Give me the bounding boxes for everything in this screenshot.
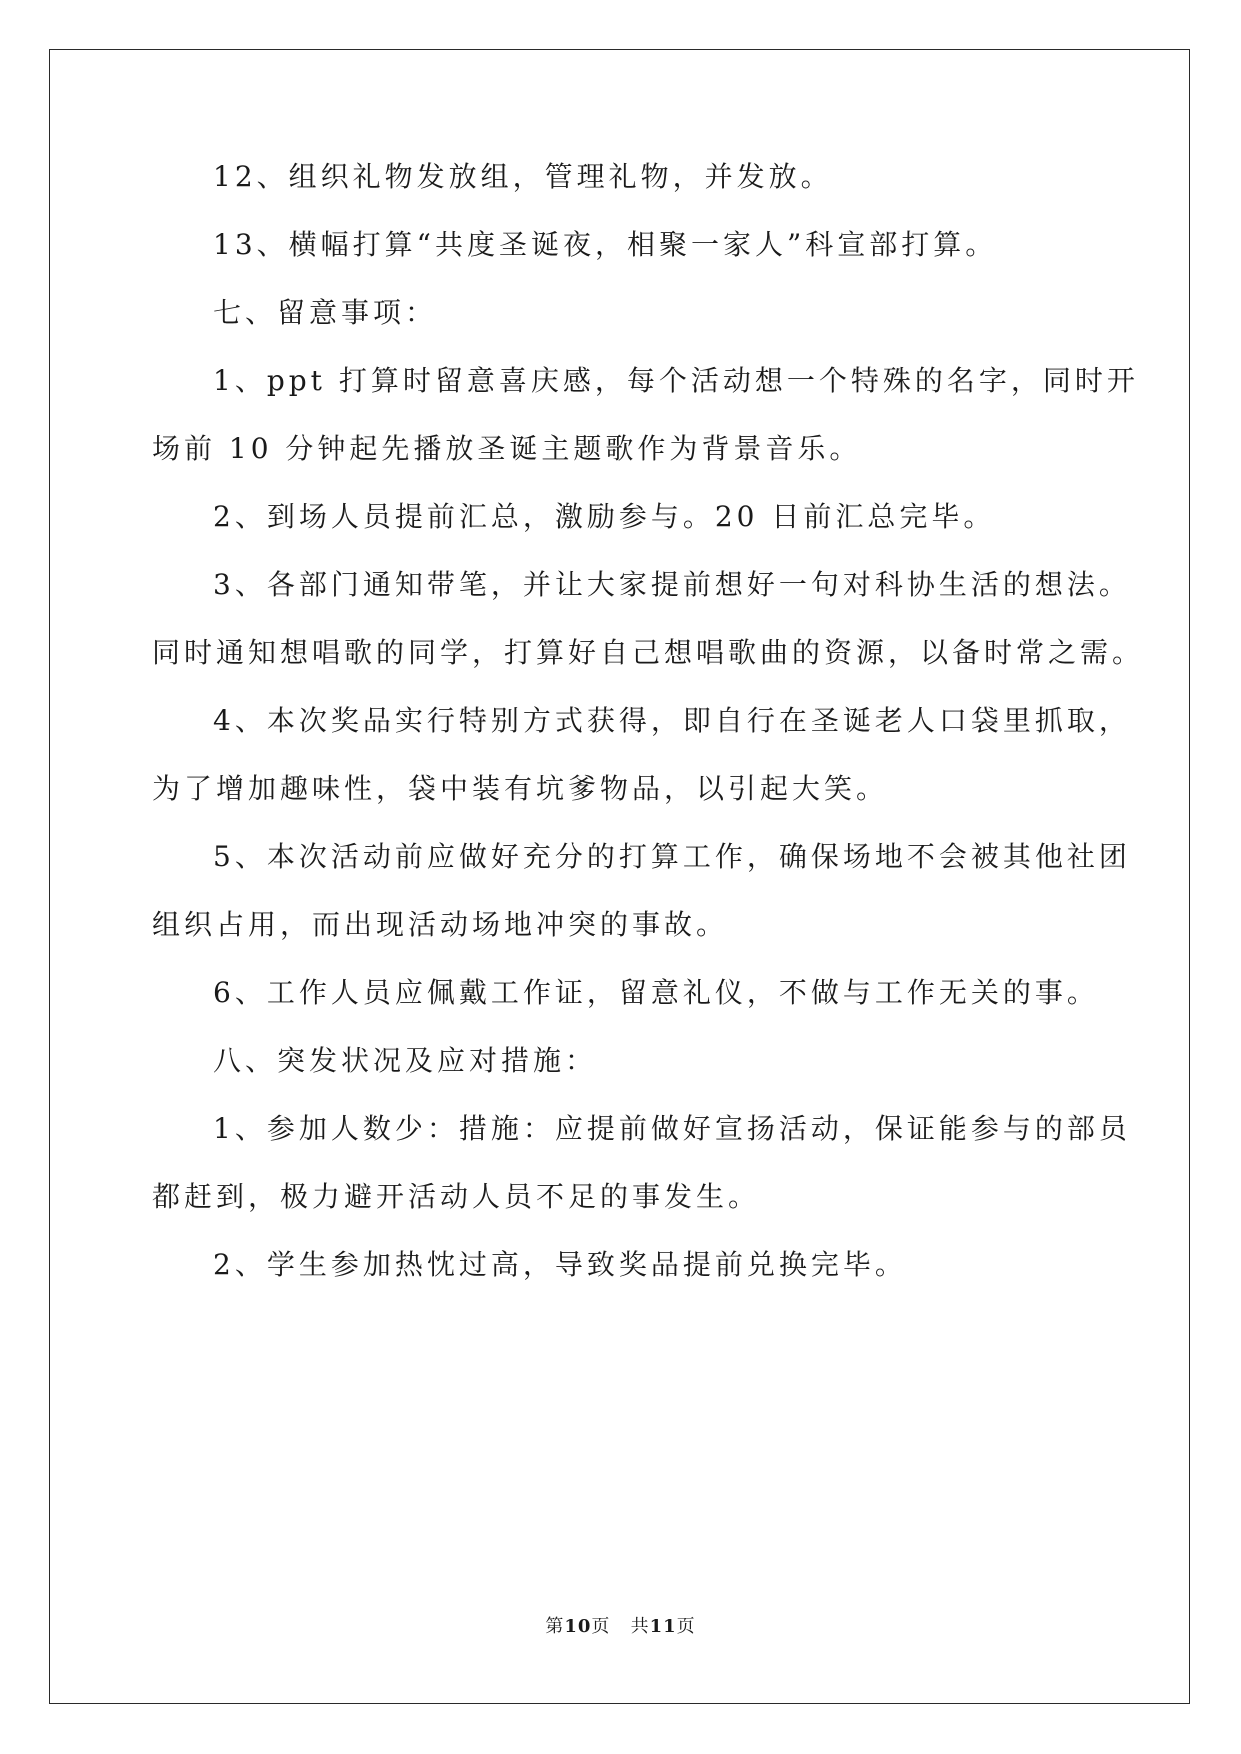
text-line-10: 为了增加趣味性，袋中装有坑爹物品，以引起大笑。 bbox=[152, 772, 889, 805]
footer-prefix: 第 bbox=[545, 1616, 565, 1637]
current-page-number: 10 bbox=[564, 1616, 592, 1637]
text-line-16: 都赶到，极力避开活动人员不足的事发生。 bbox=[152, 1180, 761, 1213]
text-line-5: 场前 10 分钟起先播放圣诞主题歌作为背景音乐。 bbox=[152, 432, 862, 465]
text-line-15: 1、参加人数少：措施：应提前做好宣扬活动，保证能参与的部员 bbox=[213, 1112, 1131, 1145]
text-line-12: 组织占用，而出现活动场地冲突的事故。 bbox=[152, 908, 729, 941]
section-heading-7: 七、留意事项： bbox=[213, 296, 438, 329]
text-line-6: 2、到场人员提前汇总，激励参与。20 日前汇总完毕。 bbox=[213, 500, 996, 533]
page-footer bbox=[0, 1612, 1241, 1638]
text-line-17: 2、学生参加热忱过高，导致奖品提前兑换完毕。 bbox=[213, 1248, 907, 1281]
text-line-4: 1、ppt 打算时留意喜庆感，每个活动想一个特殊的名字，同时开 bbox=[213, 364, 1139, 397]
footer-total-unit: 页 bbox=[676, 1616, 696, 1637]
text-line-1: 12、组织礼物发放组，管理礼物，并发放。 bbox=[213, 160, 833, 193]
text-line-7: 3、各部门通知带笔，并让大家提前想好一句对科协生活的想法。 bbox=[213, 568, 1131, 601]
text-line-8: 同时通知想唱歌的同学，打算好自己想唱歌曲的资源，以备时常之需。 bbox=[152, 636, 1145, 669]
footer-total-prefix: 共 bbox=[630, 1616, 650, 1637]
section-heading-8: 八、突发状况及应对措施： bbox=[213, 1044, 598, 1077]
text-line-2: 13、横幅打算“共度圣诞夜，相聚一家人”科宣部打算。 bbox=[213, 228, 998, 261]
total-pages-number: 11 bbox=[649, 1616, 677, 1637]
text-line-11: 5、本次活动前应做好充分的打算工作，确保场地不会被其他社团 bbox=[213, 840, 1131, 873]
text-line-13: 6、工作人员应佩戴工作证，留意礼仪，不做与工作无关的事。 bbox=[213, 976, 1099, 1009]
text-line-9: 4、本次奖品实行特别方式获得，即自行在圣诞老人口袋里抓取， bbox=[213, 704, 1131, 737]
footer-page-unit: 页 bbox=[591, 1616, 611, 1637]
